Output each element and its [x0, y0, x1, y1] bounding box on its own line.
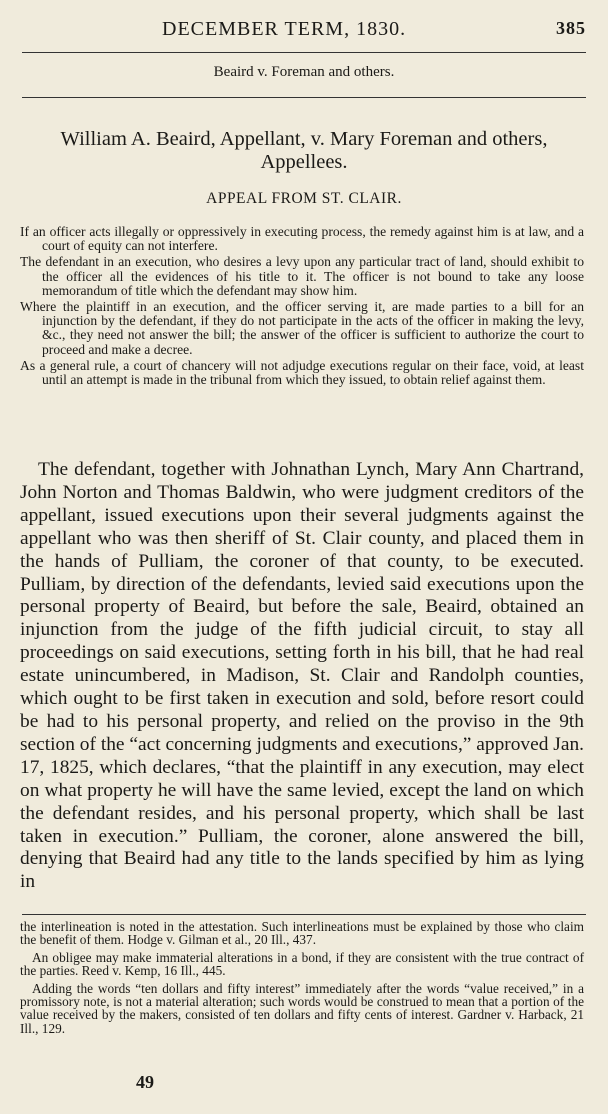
case-short-name: Beaird v. Foreman and others.	[213, 64, 395, 80]
headnotes	[20, 225, 584, 389]
footnote-rule	[22, 914, 586, 915]
header-rule-bottom	[22, 97, 586, 98]
headnote: As a general rule, a court of chancery will not adjudge executions regular on their face, void, at least until an attempt is made in the tribunal from which they issued, to obtain relief against them.	[20, 357, 584, 388]
running-head	[22, 16, 586, 46]
footnotes	[20, 920, 584, 1039]
opinion-body	[20, 459, 584, 894]
appeal-line: APPEAL FROM ST. CLAIR.	[206, 190, 402, 207]
page-number: 385	[556, 18, 586, 38]
term-heading: DECEMBER TERM, 1830.	[162, 18, 407, 40]
headnote: The defendant in an execution, who desires a levy upon any particular tract of land, should exhibit to the officer all the evidences of his title to it. The officer is not bound to take any loose memorandum of title which the defendant may show him.	[20, 254, 584, 298]
footnote: Adding the words “ten dollars and fifty interest” immediately after the words “value received,” in a promissory note, is not a material alteration; such words would be construed to mean that a portion of the value received by the makers, consisted of ten dollars and fifty cents of interest. Gardner v. Harback, 21 Ill., 129.	[20, 980, 584, 1036]
headnote: Where the plaintiff in an execution, and the officer serving it, are made parties to a bill for an injunction by the defendant, if they do not participate in the acts of the officer in making the levy, &c., they need not answer the bill; the answer of the officer is sufficient to authorize the court to proceed and make a decree.	[20, 299, 584, 357]
body-paragraph: The defendant, together with Johnathan Lynch, Mary Ann Chartrand, John Norton and Thomas Baldwin, who were judgment creditors of the appellant, issued executions upon their several judgments against the appellant who was then sheriff of St. Clair county, and placed them in the hands of Pulliam, the coroner of that county, to be executed. Pulliam, by direction of the defendants, levied said executions upon the personal property of Beaird, but before the sale, Beaird, obtained an injunction from the judge of the fifth judicial circuit, to stay all proceedings on said executions, setting forth in his bill, that he had real estate unincumbered, in Madison, St. Clair and Randolph counties, which ought to be first taken in execution and sold, before resort could be had to his personal property, and relied on the proviso in the 9th section of the “act concerning judgments and executions,” approved Jan. 17, 1825, which declares, “that the plaintiff in any execution, may elect on what property he will have the same levied, except the land on which the defendant resides, and his personal property, which shall be last taken in execution.” Pulliam, the coroner, alone answered the bill, denying that Beaird had any title to the lands specified by him as lying in	[20, 459, 584, 893]
header-rule-top	[22, 52, 586, 53]
case-title: William A. Beaird, Appellant, v. Mary Foreman and others, Appellees.	[60, 128, 548, 173]
signature-mark: 49	[136, 1072, 154, 1092]
footnote: An obligee may make immaterial alterations in a bond, if they are consistent with the true contract of the parties. Reed v. Kemp, 16 Ill., 445.	[20, 949, 584, 979]
footnote: the interlineation is noted in the attestation. Such interlineations must be explained by those who claim the benefit of them. Hodge v. Gilman et al., 20 Ill., 437.	[20, 919, 584, 948]
headnote: If an officer acts illegally or oppressively in executing process, the remedy against him is at law, and a court of equity can not interfere.	[20, 224, 584, 254]
